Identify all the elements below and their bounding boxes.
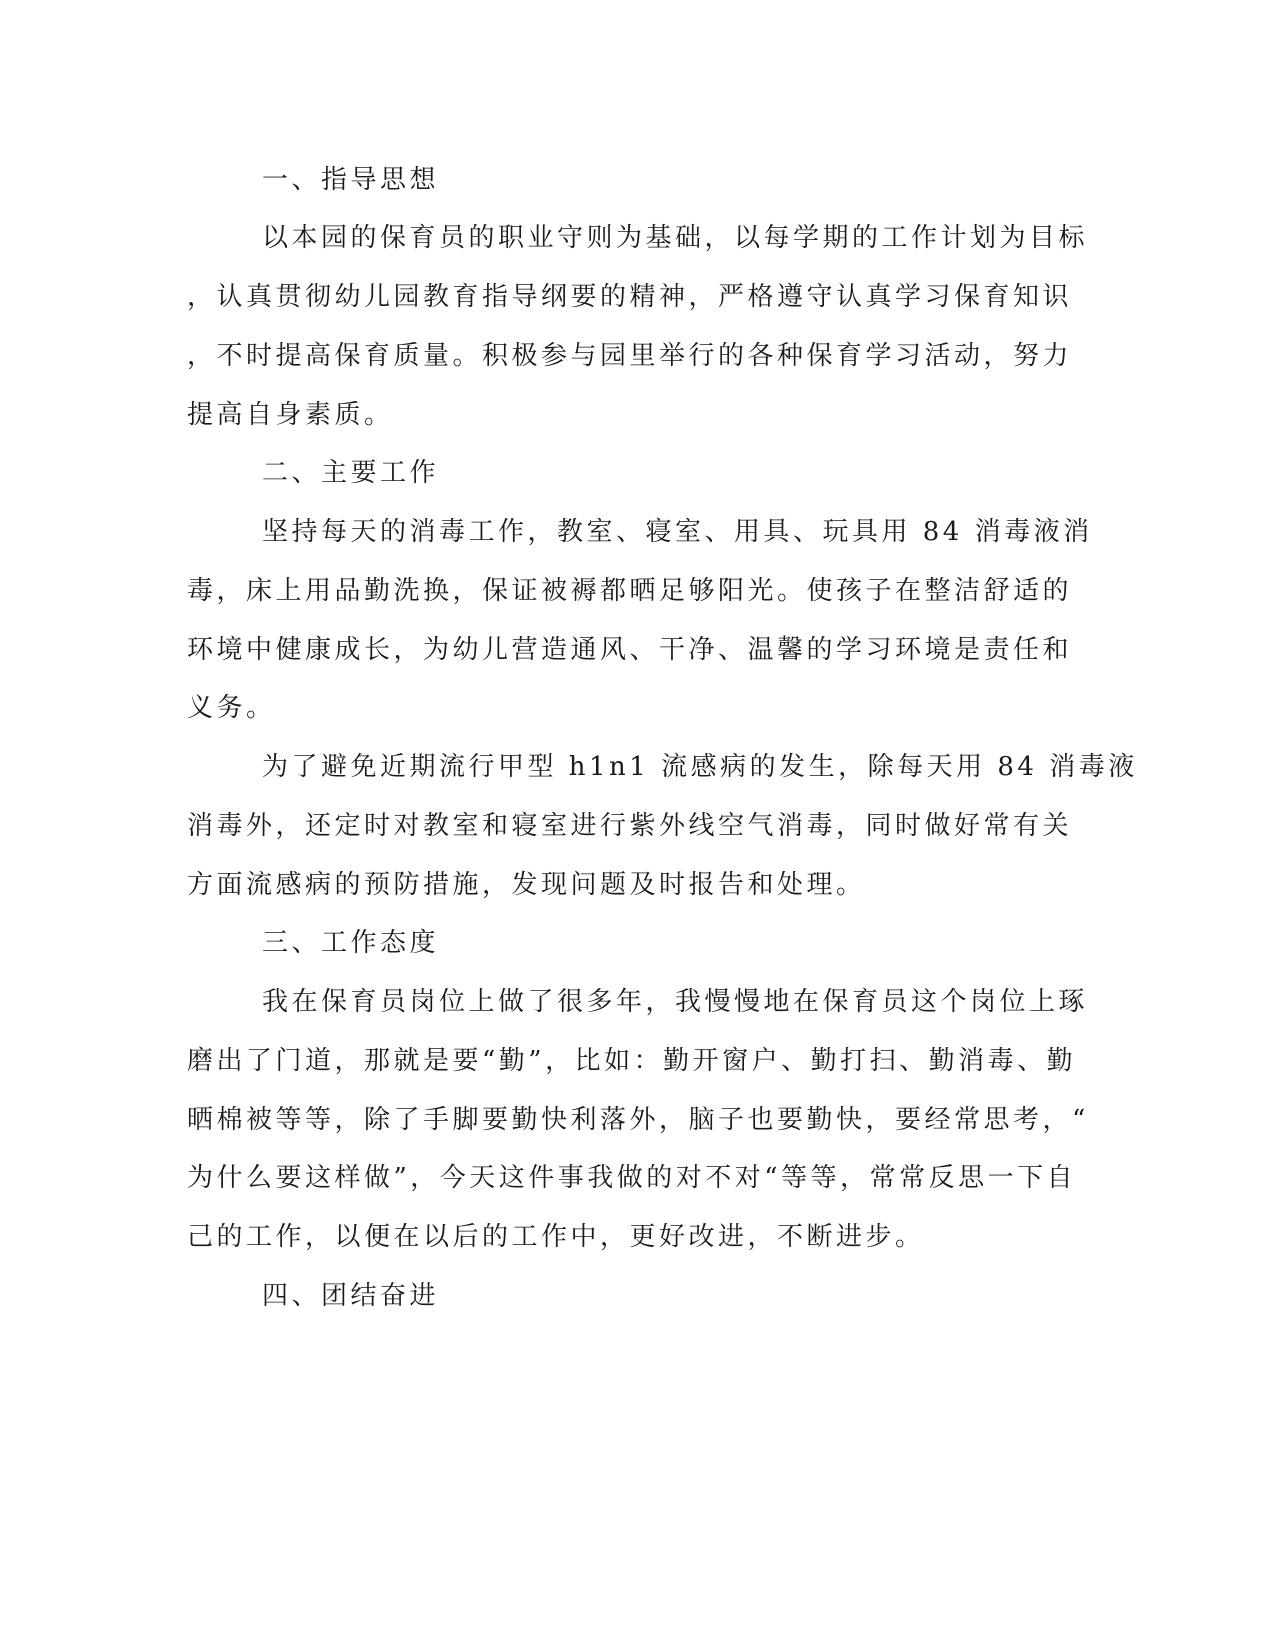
paragraph-line: 方面流感病的预防措施，发现问题及时报告和处理。 xyxy=(187,870,866,900)
section-heading-work-attitude: 三、工作态度 xyxy=(262,928,440,958)
paragraph-line: 为什么要这样做”，今天这件事我做的对不对“等等，常常反思一下自 xyxy=(187,1163,1077,1193)
paragraph-line: 毒，床上用品勤洗换，保证被褥都晒足够阳光。使孩子在整洁舒适的 xyxy=(187,576,1073,606)
paragraph-line: 磨出了门道，那就是要“勤”，比如：勤开窗户、勤打扫、勤消毒、勤 xyxy=(187,1046,1077,1076)
paragraph-line: 己的工作，以便在以后的工作中，更好改进，不断进步。 xyxy=(187,1222,925,1252)
paragraph-line: 坚持每天的消毒工作，教室、寝室、用具、玩具用 84 消毒液消 xyxy=(262,517,1093,547)
paragraph-line: 环境中健康成长，为幼儿营造通风、干净、温馨的学习环境是责任和 xyxy=(187,635,1073,665)
paragraph-line: 义务。 xyxy=(187,693,276,723)
paragraph-line: 晒棉被等等，除了手脚要勤快利落外，脑子也要勤快，要经常思考，“ xyxy=(187,1105,1089,1135)
section-heading-main-work: 二、主要工作 xyxy=(262,458,440,488)
section-heading-unity: 四、团结奋进 xyxy=(262,1281,440,1311)
paragraph-line: ，认真贯彻幼儿园教育指导纲要的精神，严格遵守认真学习保育知识 xyxy=(187,282,1073,312)
paragraph-line: 以本园的保育员的职业守则为基础，以每学期的工作计划为目标 xyxy=(262,223,1089,253)
paragraph-line: 消毒外，还定时对教室和寝室进行紫外线空气消毒，同时做好常有关 xyxy=(187,811,1073,841)
paragraph-line: ，不时提高保育质量。积极参与园里举行的各种保育学习活动，努力 xyxy=(187,341,1073,371)
paragraph-line: 我在保育员岗位上做了很多年，我慢慢地在保育员这个岗位上琢 xyxy=(262,987,1089,1017)
paragraph-line: 提高自身素质。 xyxy=(187,400,394,430)
paragraph-line: 为了避免近期流行甲型 h1n1 流感病的发生，除每天用 84 消毒液 xyxy=(262,752,1138,782)
section-heading-guiding-ideology: 一、指导思想 xyxy=(262,165,440,195)
